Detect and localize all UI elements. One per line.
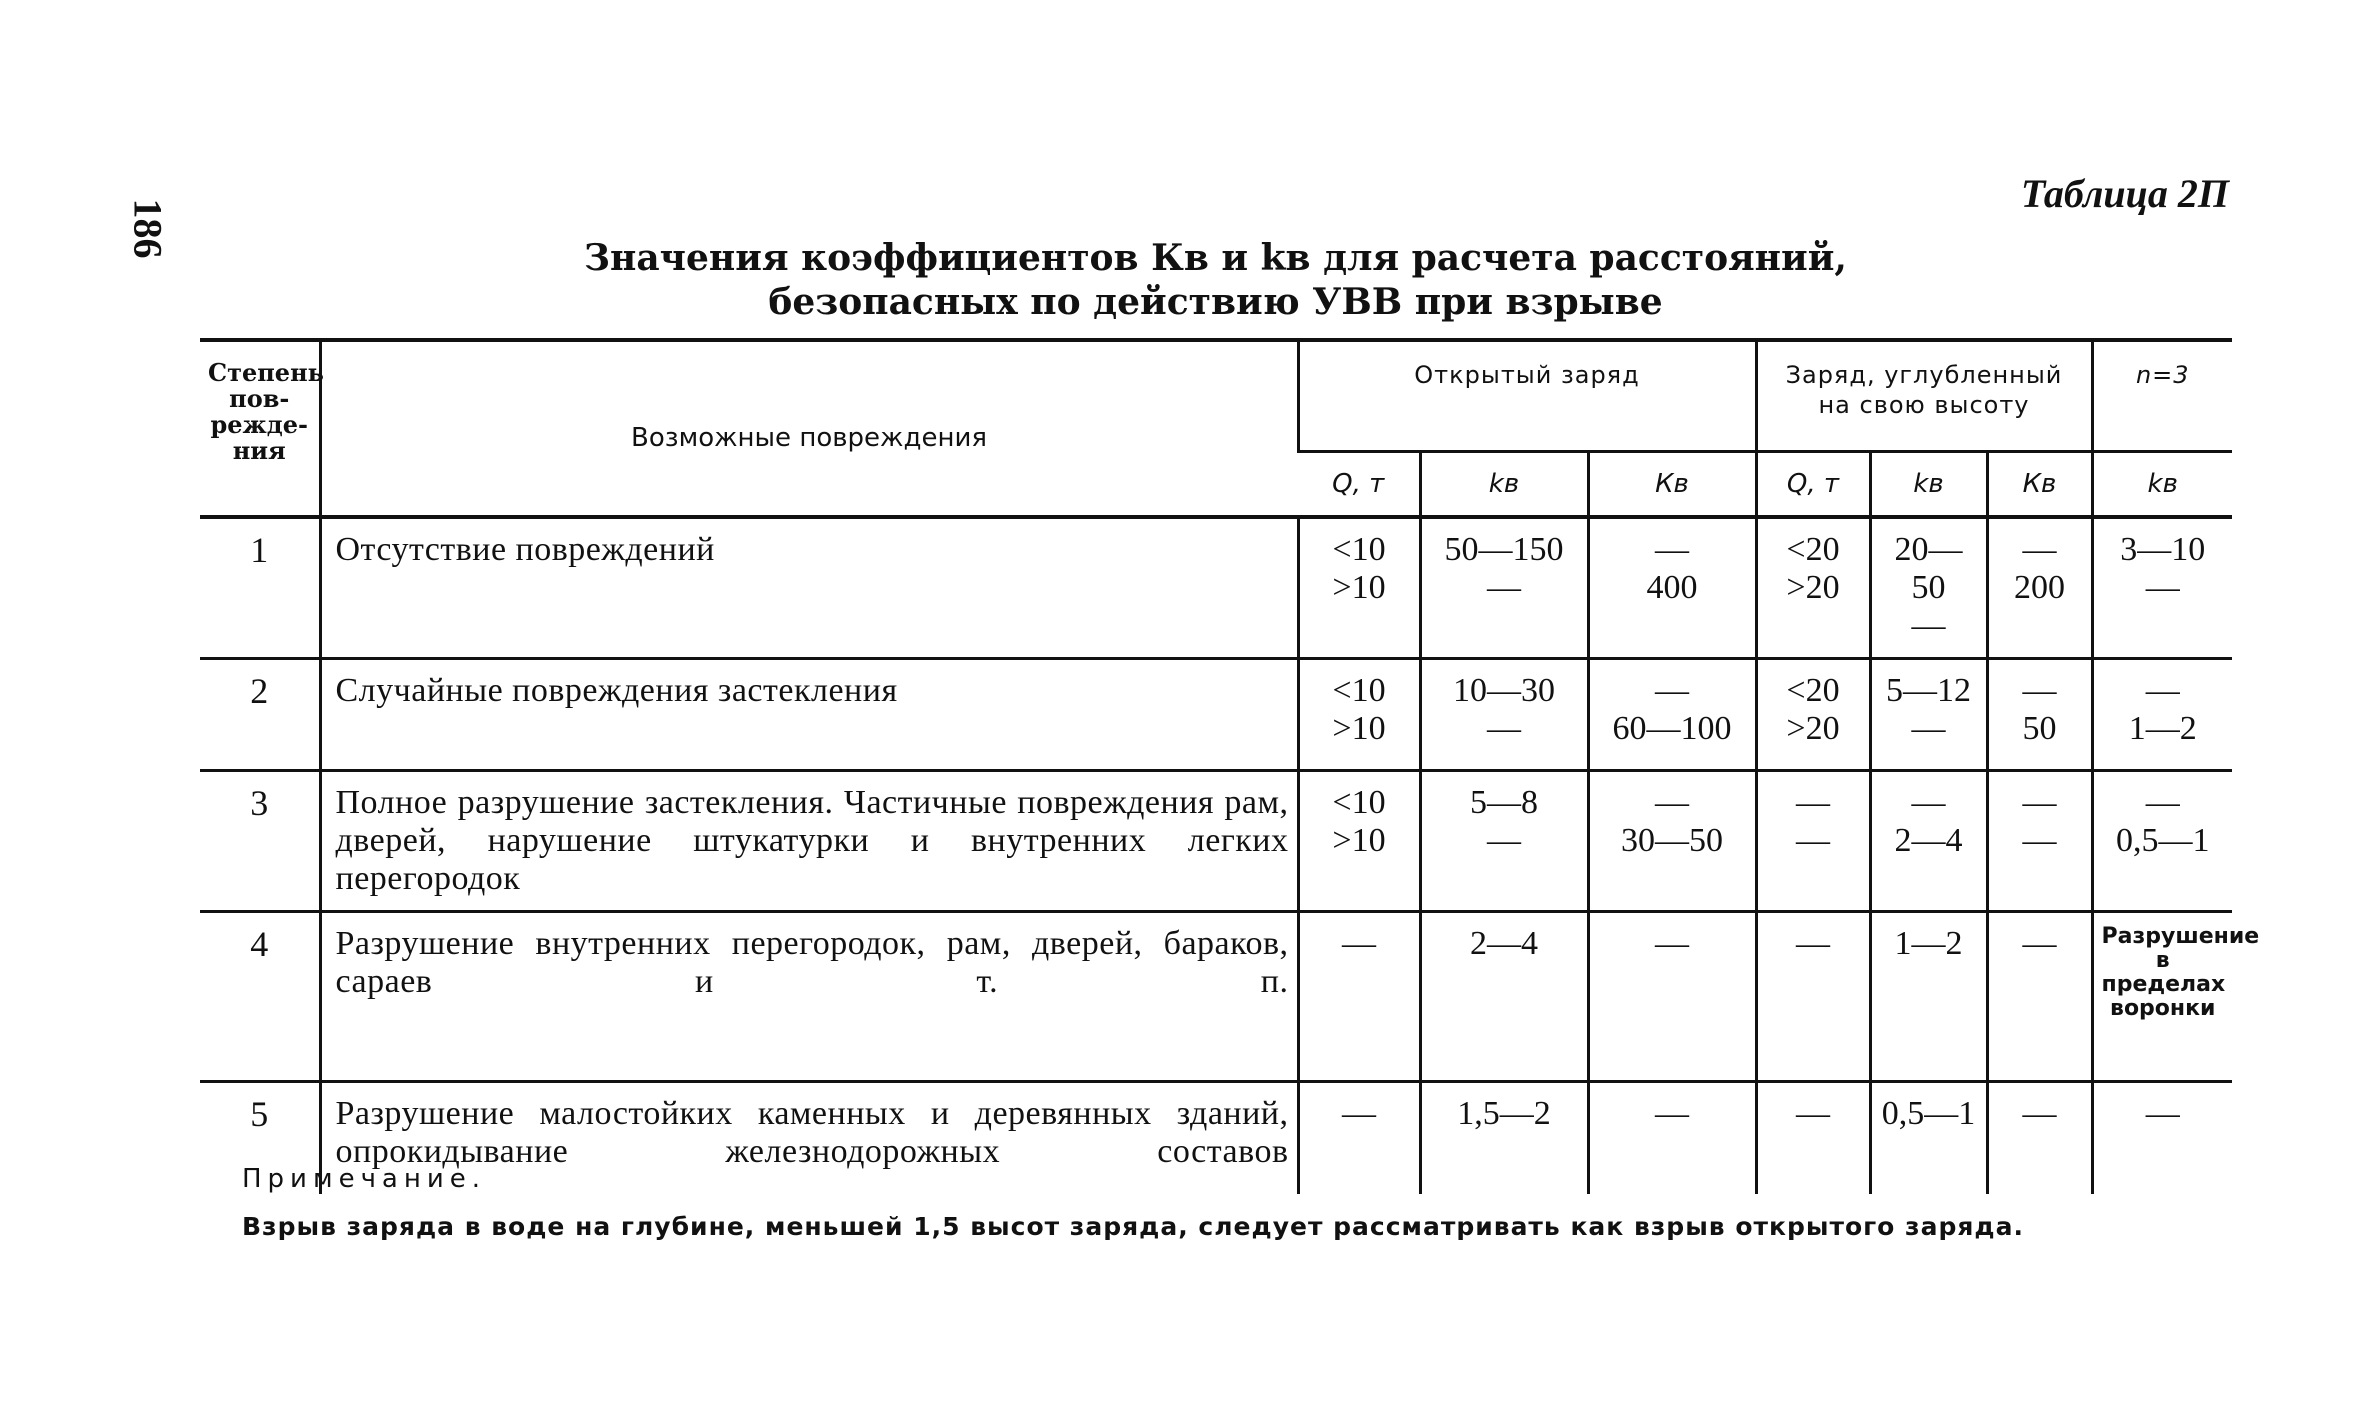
degree-cell: 1 [250,530,269,570]
header-sub-Kb-open: Кв [1588,452,1756,518]
header-sub-kb-buried: kв [1870,452,1987,518]
value-cell: <10 >10 [1298,659,1420,771]
value-cell: 50—150 — [1420,517,1588,659]
value-cell: — [1987,912,2092,1082]
value-cell: — [2092,1082,2232,1194]
value-cell: 5—12 — [1870,659,1987,771]
damage-cell: Случайные повреждения застекления [320,659,1298,771]
degree-cell: 2 [250,671,269,711]
degree-cell: 3 [250,783,269,823]
value-cell: — 0,5—1 [2092,771,2232,912]
degree-cell: 4 [250,924,269,964]
value-cell: — [1987,1082,2092,1194]
value-cell: 3—10 — [2092,517,2232,659]
title-line-1: Значения коэффициентов Кв и kв для расчета расстояний, [584,237,1847,279]
value-cell: — 2—4 [1870,771,1987,912]
value-cell: 0,5—1 [1870,1082,1987,1194]
header-sub-Kb-buried: Кв [1987,452,2092,518]
value-cell: — 1—2 [2092,659,2232,771]
value-cell: 2—4 [1420,912,1588,1082]
damage-cell: Разрушение малостойких каменных и деревянных зданий, опрокидывание железнодорожных составов [320,1082,1298,1194]
coefficients-table-wrap [200,338,2260,1194]
header-sub-kb-n3: kв [2092,452,2232,518]
table-label: Таблица 2П [2020,171,2229,216]
table-row [200,517,2232,659]
value-cell: — [1588,1082,1756,1194]
value-cell: 1,5—2 [1420,1082,1588,1194]
damage-cell: Отсутствие повреждений [320,517,1298,659]
note-text: Взрыв заряда в воде на глубине, меньшей 1,5 высот заряда, следует рассматривать как взрыв открытого заряда. [242,1212,2024,1241]
value-cell: 5—8 — [1420,771,1588,912]
value-cell: — [1756,912,1870,1082]
value-cell: — [1588,912,1756,1082]
header-open-charge: Открытый заряд [1298,340,1756,452]
value-cell: — [1298,1082,1420,1194]
header-sub-q-open: Q, т [1332,469,1385,499]
value-cell: <10 >10 [1298,517,1420,659]
header-damage: Возможные повреждения [320,340,1298,517]
value-cell: — — [1987,771,2092,912]
header-buried-charge: Заряд, углубленный на свою высоту [1756,340,2092,452]
coefficients-table [200,338,2260,1194]
value-cell: — [1756,1082,1870,1194]
value-cell: — [1298,912,1420,1082]
value-cell: <10 >10 [1298,771,1420,912]
title-line-2: безопасных по действию УВВ при взрыве [768,281,1663,323]
value-cell: — 30—50 [1588,771,1756,912]
value-cell: — 200 [1987,517,2092,659]
table-row [200,771,2232,912]
header-n3: n=3 [2092,340,2232,452]
value-cell: — 60—100 [1588,659,1756,771]
value-cell: 1—2 [1870,912,1987,1082]
value-cell: <20 >20 [1756,659,1870,771]
value-cell: — — [1756,771,1870,912]
damage-cell: Разрушение внутренних перегородок, рам, дверей, бараков, сараев и т. п. [320,912,1298,1082]
page-number: 186 [125,198,171,259]
header-degree: Степень пов-режде-ния [208,358,324,465]
value-cell: — 400 [1588,517,1756,659]
table-title [200,236,2231,324]
header-sub-q-buried: Q, т [1756,452,1870,518]
damage-cell: Полное разрушение застекления. Частичные повреждения рам, дверей, нарушение штукатурки и внутренних легких перегородок [320,771,1298,912]
value-cell: Разрушение в пределах воронки [2092,912,2232,1082]
table-row [200,1082,2232,1194]
table-row [200,912,2232,1082]
note-title: Примечание. [242,1164,487,1194]
value-cell: 10—30 — [1420,659,1588,771]
value-cell: 20—50 — [1870,517,1987,659]
header-row-top [200,340,2232,452]
value-cell: — 50 [1987,659,2092,771]
degree-cell: 5 [250,1094,269,1134]
table-row [200,659,2232,771]
header-sub-kb-open: kв [1420,452,1588,518]
value-cell: <20 >20 [1756,517,1870,659]
